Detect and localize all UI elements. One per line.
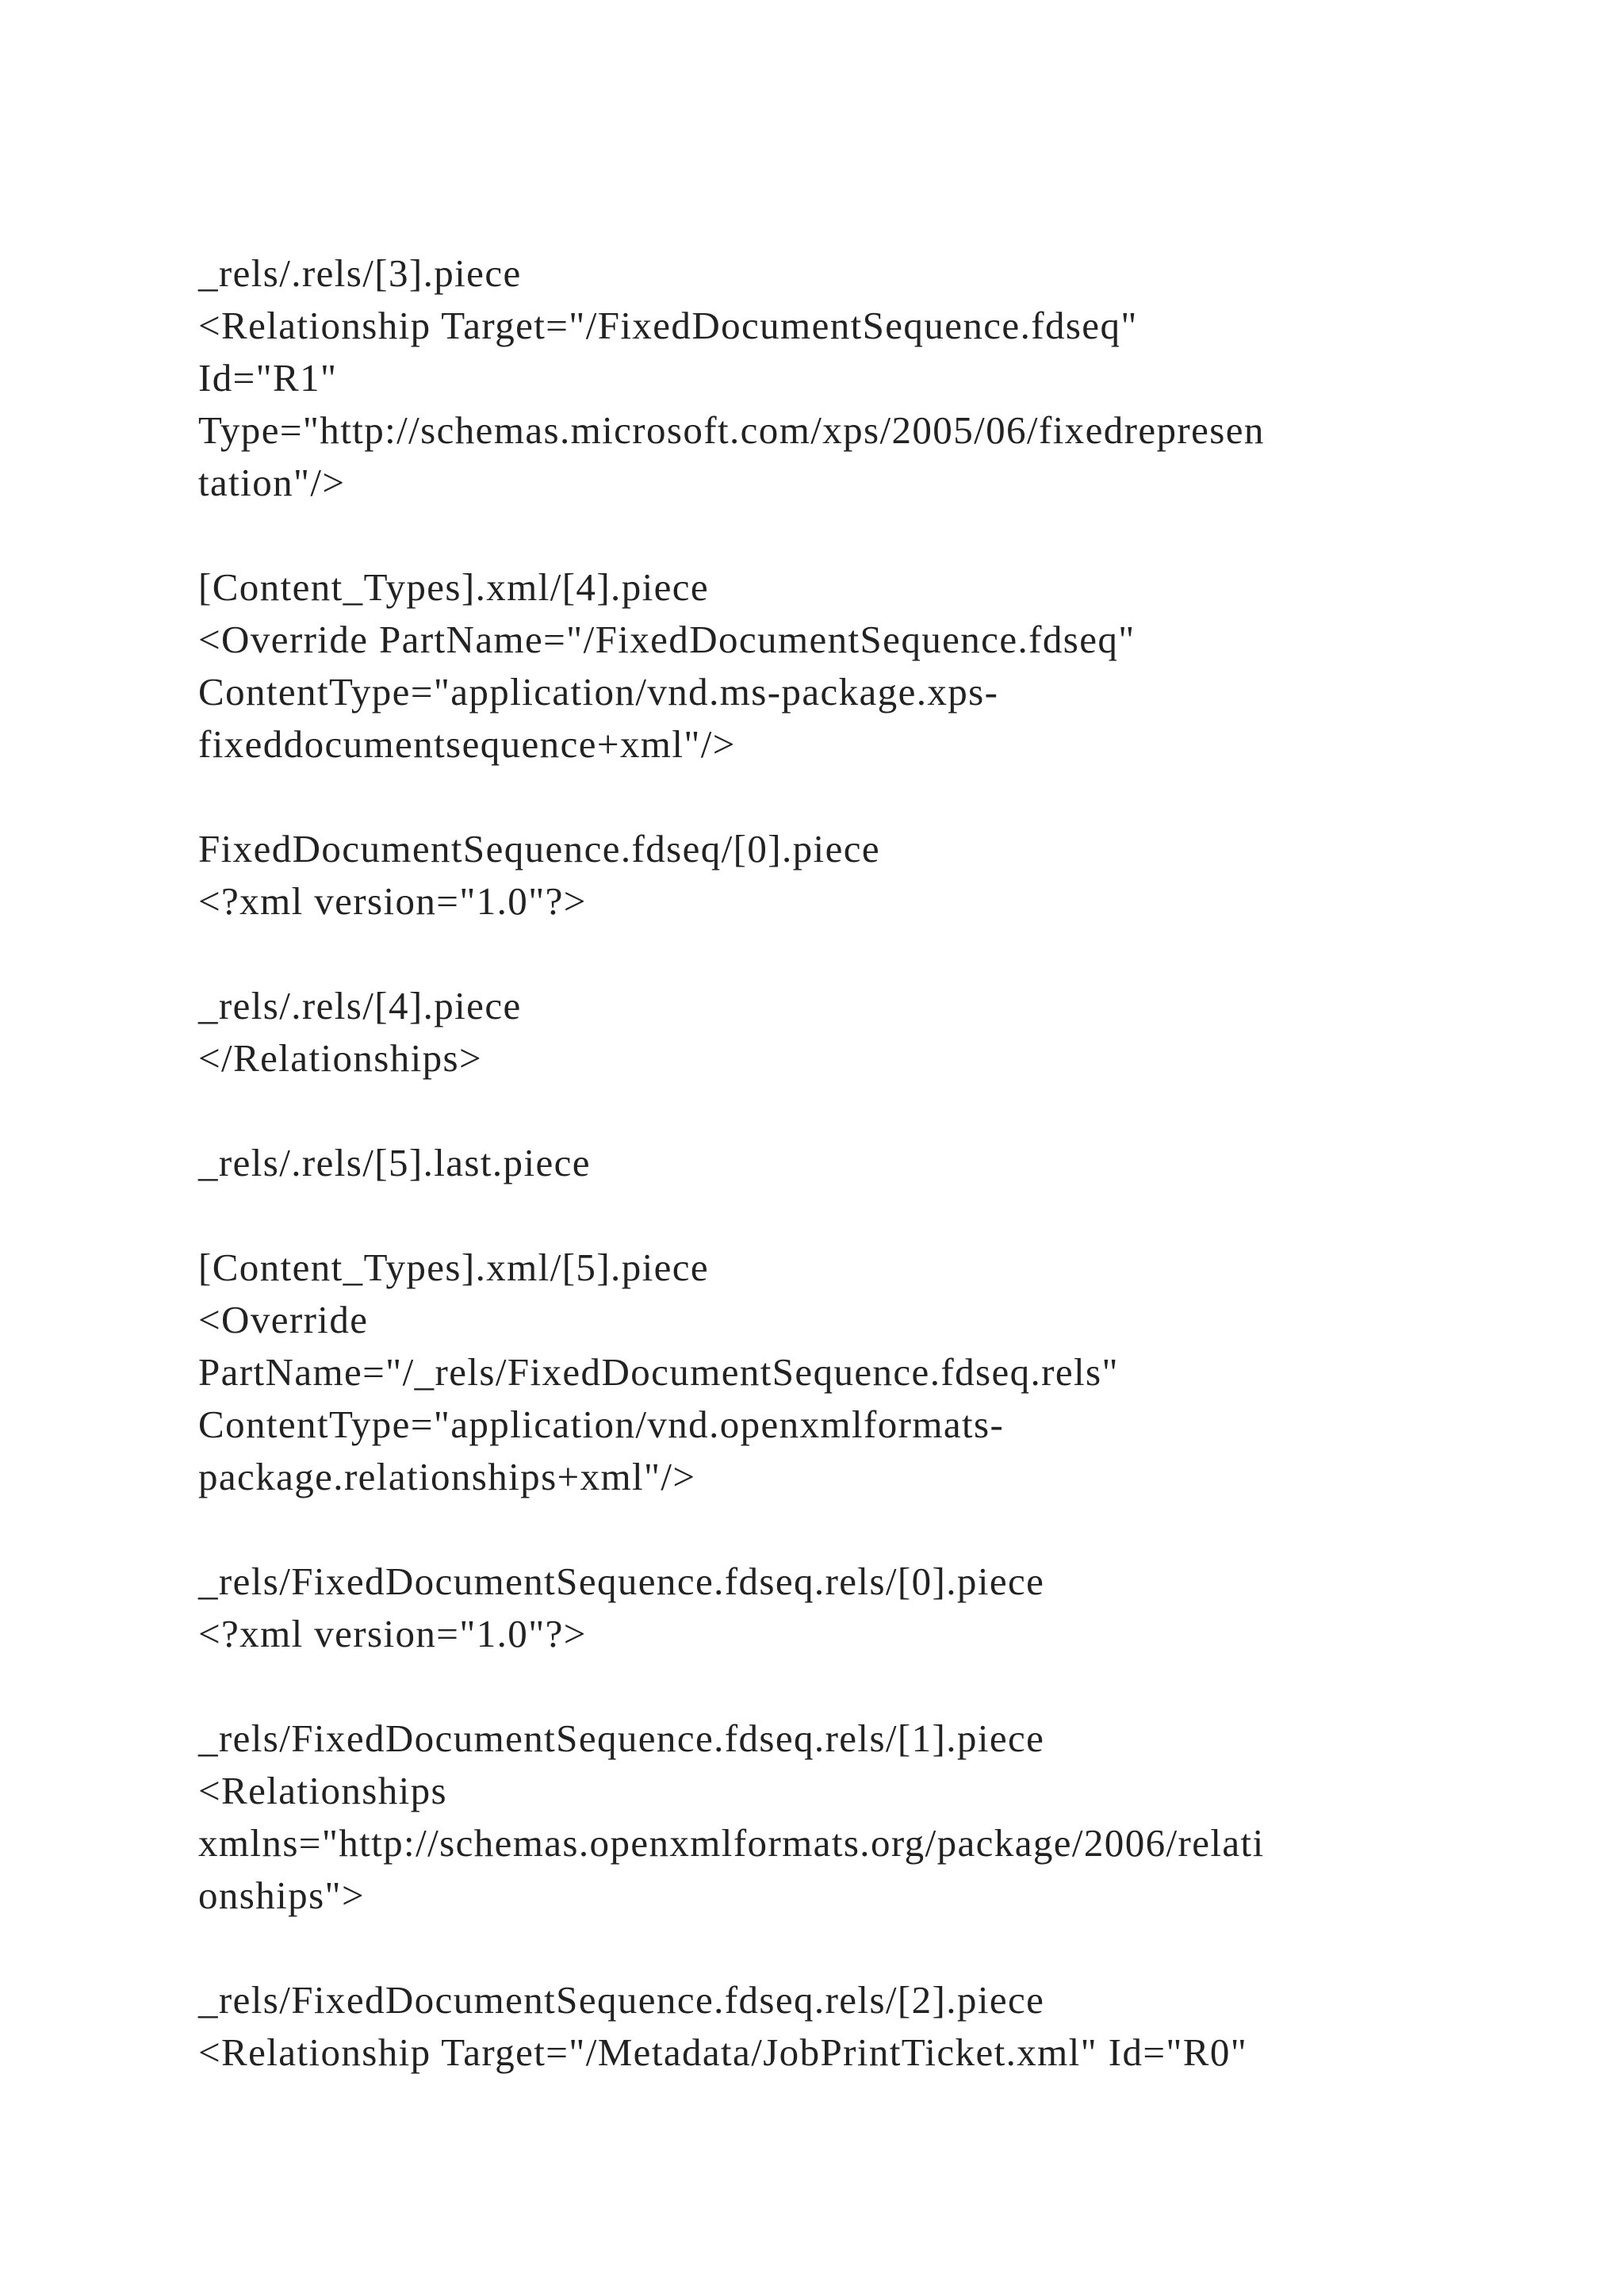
xml-line: ContentType="application/vnd.ms-package.xps- — [198, 670, 999, 714]
xml-line: Id="R1" — [198, 356, 338, 400]
piece-heading: _rels/FixedDocumentSequence.fdseq.rels/[1].piece — [198, 1716, 1045, 1760]
xml-line: </Relationships> — [198, 1036, 483, 1080]
text-block-fdseq-0 — [198, 823, 1467, 928]
text-block-rels-5-last — [198, 1137, 1467, 1189]
xml-line: <Relationships — [198, 1769, 448, 1812]
xml-line: <Relationship Target="/FixedDocumentSequence.fdseq" — [198, 304, 1138, 347]
text-block-fdseq-rels-0 — [198, 1556, 1467, 1660]
text-block-content-types-4 — [198, 561, 1467, 771]
xml-line: PartName="/_rels/FixedDocumentSequence.fdseq.rels" — [198, 1350, 1119, 1394]
xml-line: <?xml version="1.0"?> — [198, 1612, 587, 1655]
xml-line: <Override — [198, 1298, 369, 1341]
text-block-content-types-5 — [198, 1242, 1467, 1503]
piece-heading: FixedDocumentSequence.fdseq/[0].piece — [198, 827, 881, 871]
piece-heading: _rels/FixedDocumentSequence.fdseq.rels/[2].piece — [198, 1978, 1045, 2022]
text-block-fdseq-rels-2 — [198, 1974, 1467, 2079]
document-body — [198, 247, 1467, 2131]
xml-line: <Relationship Target="/Metadata/JobPrintTicket.xml" Id="R0" — [198, 2030, 1248, 2074]
xml-line: <?xml version="1.0"?> — [198, 879, 587, 923]
xml-line: tation"/> — [198, 461, 346, 504]
xml-line: fixeddocumentsequence+xml"/> — [198, 722, 736, 766]
piece-heading: _rels/.rels/[4].piece — [198, 984, 522, 1027]
xml-line: xmlns="http://schemas.openxmlformats.org/package/2006/relati — [198, 1821, 1265, 1865]
piece-heading: [Content_Types].xml/[4].piece — [198, 565, 710, 609]
xml-line: onships"> — [198, 1873, 365, 1917]
piece-heading: _rels/.rels/[3].piece — [198, 251, 522, 295]
xml-line: package.relationships+xml"/> — [198, 1455, 696, 1498]
xml-line: <Override PartName="/FixedDocumentSequence.fdseq" — [198, 618, 1136, 661]
piece-heading: [Content_Types].xml/[5].piece — [198, 1246, 710, 1289]
xml-line: Type="http://schemas.microsoft.com/xps/2005/06/fixedrepresen — [198, 408, 1265, 452]
piece-heading: _rels/.rels/[5].last.piece — [198, 1141, 591, 1184]
xml-line: ContentType="application/vnd.openxmlformats- — [198, 1402, 1005, 1446]
text-block-fdseq-rels-1 — [198, 1712, 1467, 1922]
piece-heading: _rels/FixedDocumentSequence.fdseq.rels/[0].piece — [198, 1559, 1045, 1603]
text-block-rels-3 — [198, 247, 1467, 509]
text-block-rels-4 — [198, 980, 1467, 1085]
